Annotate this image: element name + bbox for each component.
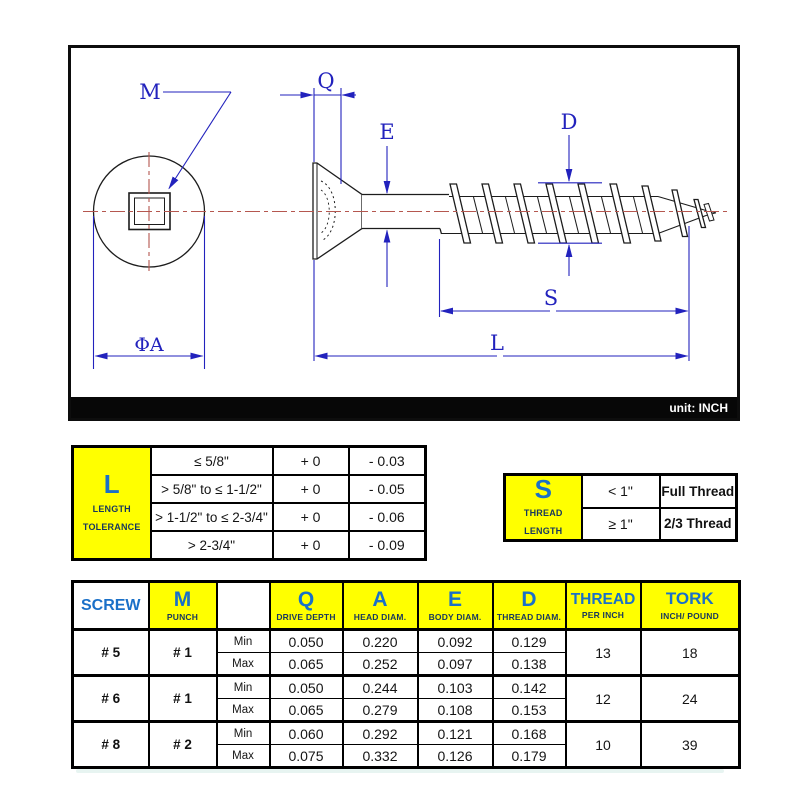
screw-size: # 6 [73,676,149,722]
s-symbol-cell [505,475,582,541]
e-max: 0.108 [418,699,493,722]
spec-row-min [73,630,740,653]
a-max: 0.279 [343,699,418,722]
label-e: E [379,120,395,144]
screw-size: # 5 [73,630,149,676]
screw-spec-table [71,580,741,769]
label-m: M [139,80,161,104]
l-caption-1: LENGTH [92,503,131,514]
s-caption-2: LENGTH [524,526,563,537]
l-plus: + 0 [273,447,349,476]
length-tolerance-table [71,445,427,561]
q-max: 0.065 [270,699,343,722]
l-plus: + 0 [273,531,349,560]
l-plus: + 0 [273,503,349,531]
thread-per-inch: 13 [566,630,641,676]
q-min: 0.050 [270,630,343,653]
a-min: 0.244 [343,676,418,699]
s-condition: ≥ 1" [582,508,660,541]
header-q: Q DRIVE DEPTH [270,582,343,630]
min-label: Min [217,630,270,653]
l-minus: - 0.05 [349,475,426,503]
a-min: 0.292 [343,722,418,745]
header-minmax [217,582,270,630]
header-screw: SCREW [73,582,149,630]
d-max: 0.138 [493,653,566,676]
punch-size: # 2 [149,722,217,768]
a-max: 0.252 [343,653,418,676]
header-m: M PUNCH [149,582,217,630]
e-max: 0.126 [418,745,493,768]
faded-footer-artifact [76,769,724,773]
d-min: 0.129 [493,630,566,653]
s-symbol: S [534,474,552,504]
max-label: Max [217,699,270,722]
punch-size: # 1 [149,676,217,722]
q-min: 0.050 [270,676,343,699]
d-min: 0.142 [493,676,566,699]
thread-length-table [503,473,738,542]
label-d: D [560,110,578,134]
q-min: 0.060 [270,722,343,745]
screw-size: # 8 [73,722,149,768]
a-max: 0.332 [343,745,418,768]
l-range: > 2-3/4" [151,531,273,560]
tork-value: 18 [641,630,740,676]
screw-technical-drawing [71,48,737,397]
q-max: 0.065 [270,653,343,676]
e-min: 0.103 [418,676,493,699]
header-a: A HEAD DIAM. [343,582,418,630]
header-e: E BODY DIAM. [418,582,493,630]
punch-size: # 1 [149,630,217,676]
drawing-frame [68,45,740,421]
s-condition: < 1" [582,475,660,508]
e-max: 0.097 [418,653,493,676]
l-symbol: L [103,469,120,500]
tork-value: 39 [641,722,740,768]
unit-bar [71,397,737,418]
l-minus: - 0.06 [349,503,426,531]
label-l: L [490,331,504,355]
max-label: Max [217,745,270,768]
header-thread: THREAD PER INCH [566,582,641,630]
a-min: 0.220 [343,630,418,653]
d-max: 0.179 [493,745,566,768]
l-minus: - 0.09 [349,531,426,560]
label-s: S [543,286,559,310]
l-range: > 5/8" to ≤ 1-1/2" [151,475,273,503]
label-phi-a: ΦA [134,334,164,356]
s-result: Full Thread [660,475,737,508]
l-range: > 1-1/2" to ≤ 2-3/4" [151,503,273,531]
header-tork: TORK INCH/ POUND [641,582,740,630]
spec-row-min [73,676,740,699]
spec-row-min [73,722,740,745]
header-d: D THREAD DIAM. [493,582,566,630]
l-caption-2: TOLERANCE [82,521,141,532]
d-min: 0.168 [493,722,566,745]
l-range: ≤ 5/8" [151,447,273,476]
e-min: 0.092 [418,630,493,653]
min-label: Min [217,722,270,745]
thread-flights [450,184,706,243]
l-plus: + 0 [273,475,349,503]
l-minus: - 0.03 [349,447,426,476]
spec-header-row [73,582,740,630]
thread-per-inch: 12 [566,676,641,722]
label-q: Q [317,69,335,93]
tork-value: 24 [641,676,740,722]
e-min: 0.121 [418,722,493,745]
unit-label: unit: INCH [669,400,728,415]
q-max: 0.075 [270,745,343,768]
s-result: 2/3 Thread [660,508,737,541]
thread-per-inch: 10 [566,722,641,768]
max-label: Max [217,653,270,676]
s-caption-1: THREAD [523,508,563,519]
d-max: 0.153 [493,699,566,722]
min-label: Min [217,676,270,699]
l-symbol-cell [73,447,151,560]
